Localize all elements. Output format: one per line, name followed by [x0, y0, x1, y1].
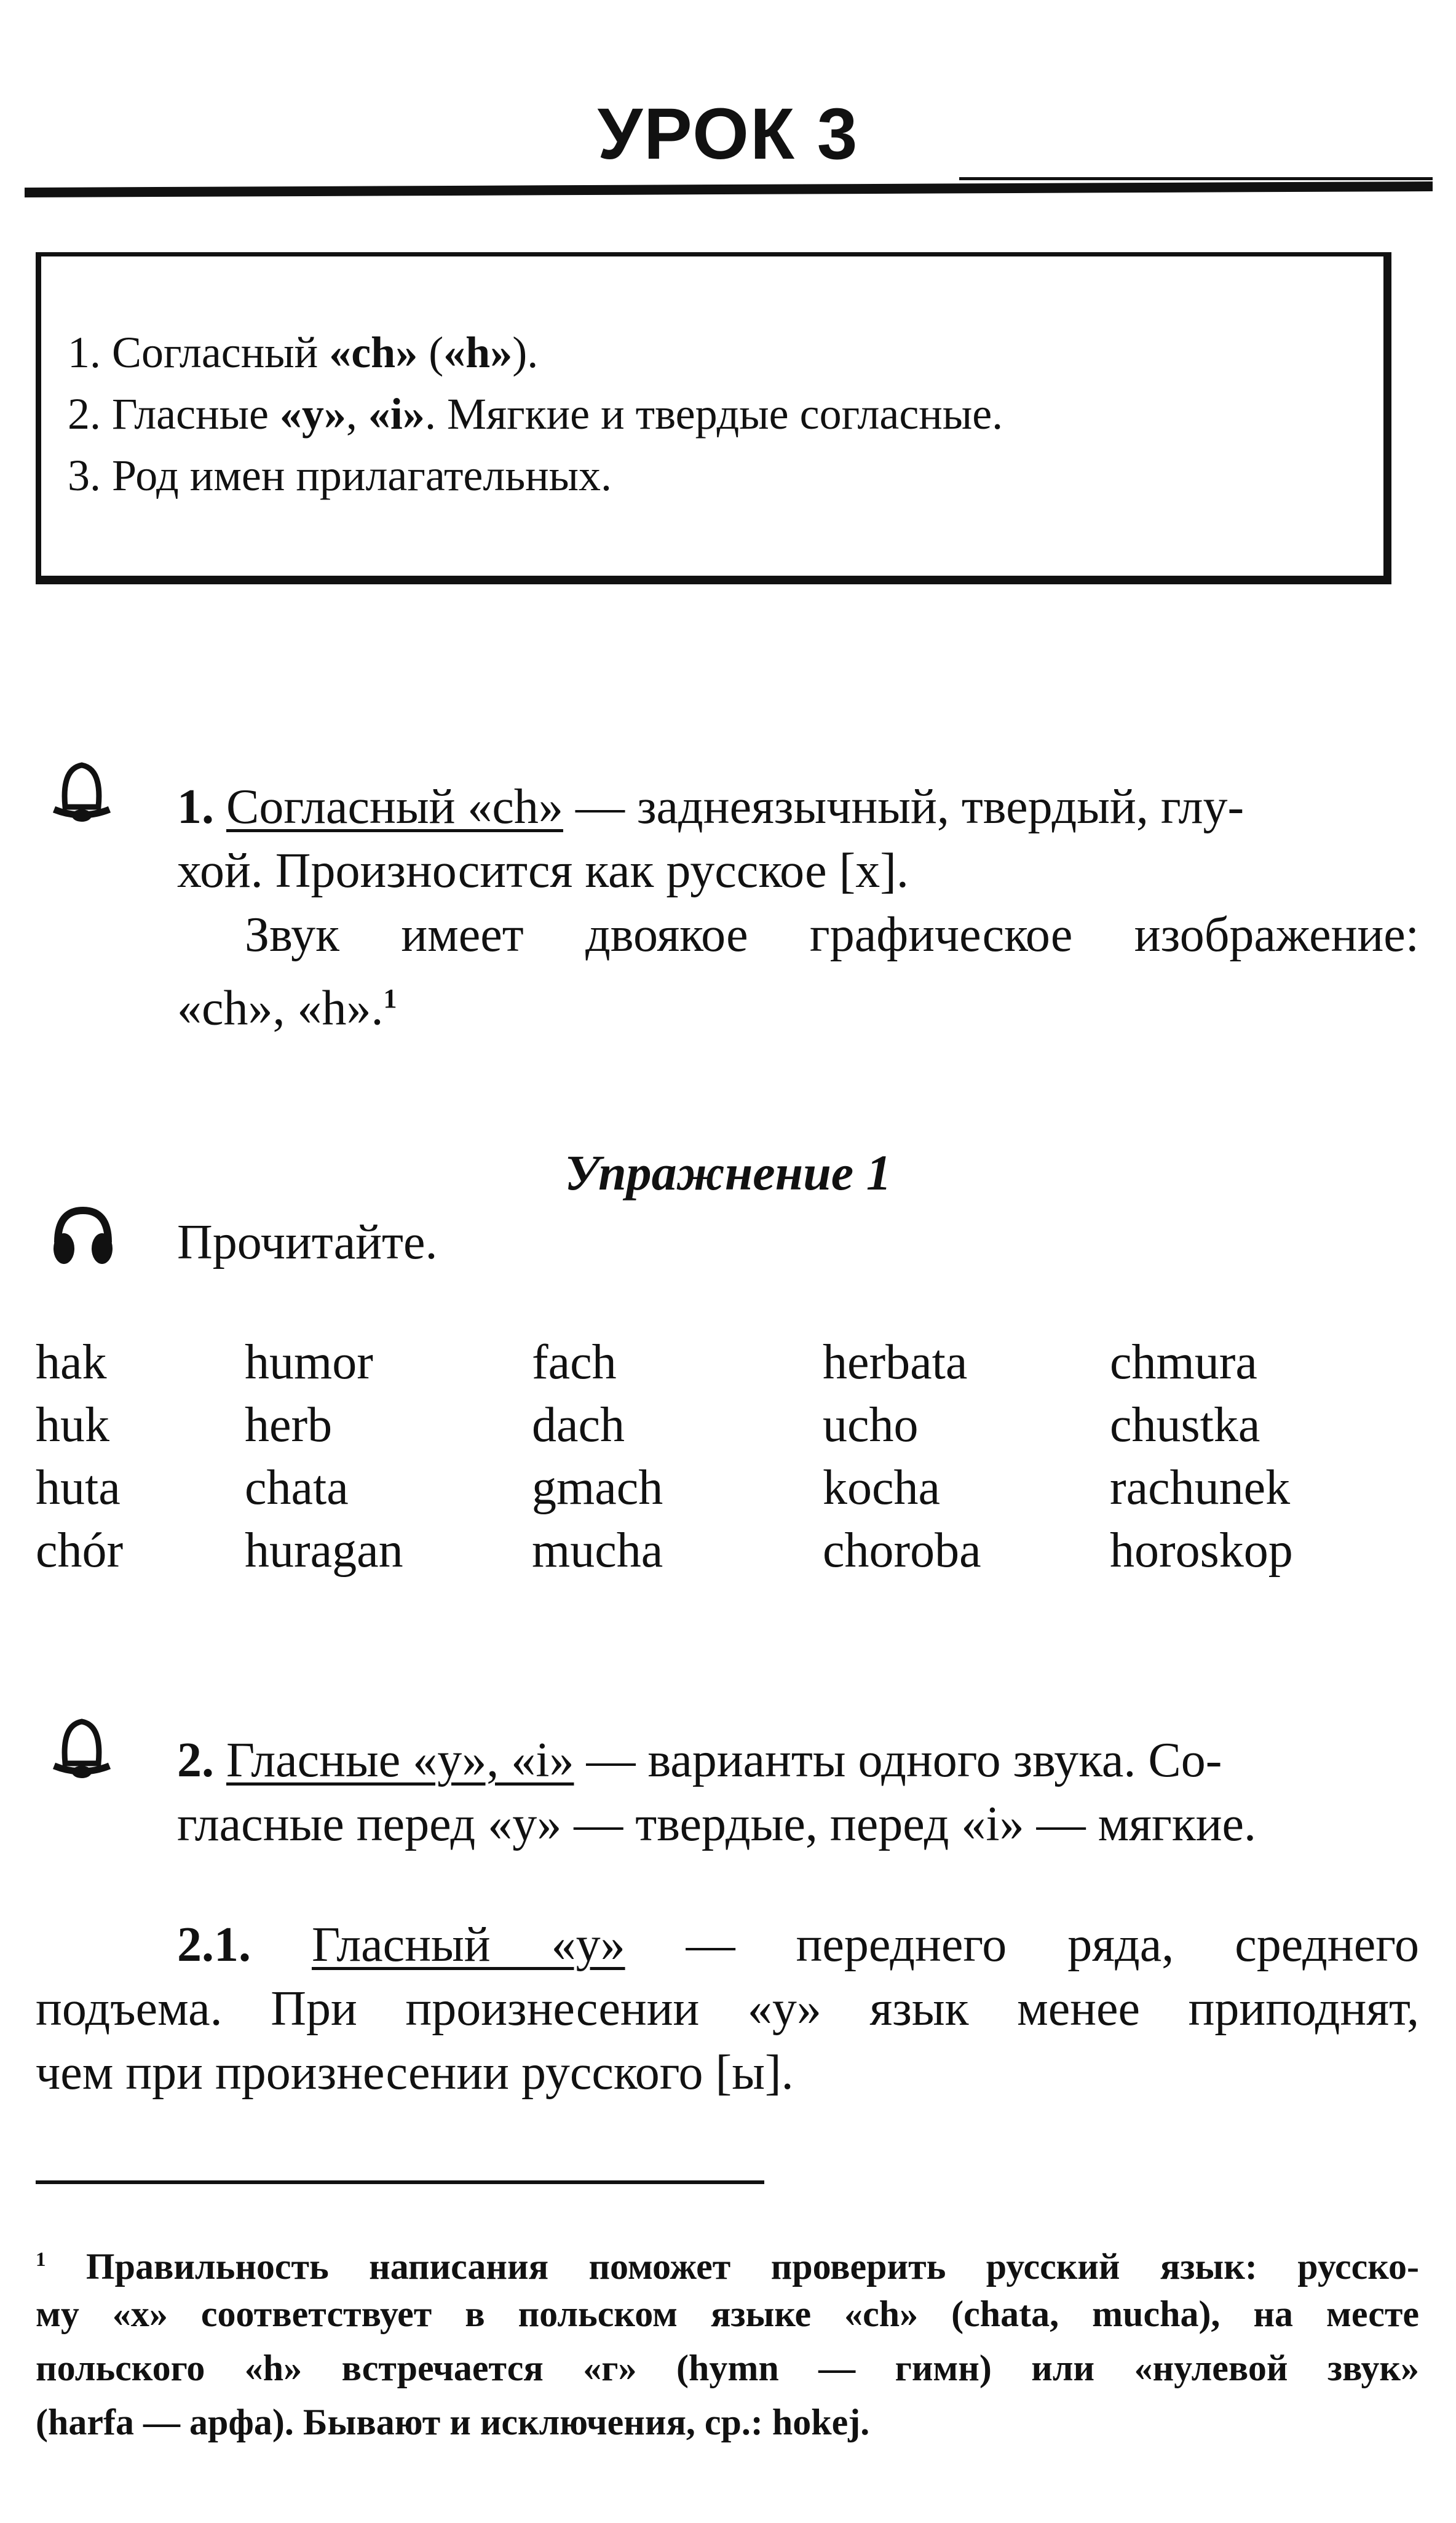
- footnote-reference[interactable]: 1: [383, 983, 397, 1014]
- word: dach: [532, 1398, 625, 1452]
- title-rule-thick: [25, 181, 1433, 197]
- section-1-line-4: «ch», «h».$^1$: [177, 981, 397, 1036]
- word: herbata: [823, 1335, 968, 1389]
- section-2-1-line-3: чем при произнесении русского [ы].: [36, 2046, 794, 2100]
- word: fach: [532, 1335, 617, 1389]
- section-2-line-2: гласные перед «y» — твердые, перед «i» — мягкие.: [177, 1797, 1257, 1851]
- word: ucho: [823, 1398, 919, 1452]
- footnote-line-2: му «х» соответствует в польском языке «ch» (chata, mucha), на месте: [36, 2294, 1419, 2334]
- word: kocha: [823, 1461, 941, 1515]
- section-2-line-1: 2. Гласные «y», «i» — варианты одного звука. Со-: [177, 1733, 1222, 1787]
- word: humor: [245, 1335, 373, 1389]
- exercise-title: Упражнение 1: [564, 1145, 892, 1201]
- word: huragan: [245, 1524, 403, 1578]
- word: chmura: [1110, 1335, 1257, 1389]
- footnote-line-4: (harfa — арфа). Бывают и исключения, ср.: hokej.: [36, 2402, 870, 2442]
- word: huta: [36, 1461, 121, 1515]
- word: choroba: [823, 1524, 981, 1578]
- word: herb: [245, 1398, 333, 1452]
- lesson-title: УРОК 3: [597, 93, 859, 175]
- title-rule-thin: [959, 177, 1433, 180]
- headphones-icon[interactable]: [49, 1204, 117, 1272]
- section-1-line-2: хой. Произносится как русское [х].: [177, 844, 909, 898]
- word: chór: [36, 1524, 124, 1578]
- word: huk: [36, 1398, 109, 1452]
- section-1-line-1: 1. Согласный «ch» — заднеязычный, твердый, глу-: [177, 780, 1244, 834]
- section-1-line-3: Звук имеет двоякое графическое изображение:: [245, 908, 1419, 962]
- bell-icon: [48, 1713, 116, 1787]
- word: mucha: [532, 1524, 663, 1578]
- footnote-line-3: польского «h» встречается «г» (hymn — гимн) или «нулевой звук»: [36, 2348, 1419, 2388]
- word: hak: [36, 1335, 107, 1389]
- topic-item-2: 2. Гласные «y», «i». Мягкие и твердые согласные.: [68, 389, 1003, 439]
- word: chata: [245, 1461, 349, 1515]
- word: gmach: [532, 1461, 663, 1515]
- footnote-divider: [36, 2180, 764, 2184]
- section-2-1-line-1: 2.1. Гласный «y» — переднего ряда, среднего: [177, 1918, 1420, 1972]
- exercise-instruction: Прочитайте.: [177, 1215, 438, 1269]
- bell-icon: [48, 757, 116, 830]
- topic-item-3: 3. Род имен прилагательных.: [68, 451, 612, 500]
- topic-item-1: 1. Согласный «ch» («h»).: [68, 328, 539, 377]
- word: rachunek: [1110, 1461, 1291, 1515]
- word: chustka: [1110, 1398, 1260, 1452]
- word: horoskop: [1110, 1524, 1293, 1578]
- section-2-1-line-2: подъема. При произнесении «y» язык менее приподнят,: [36, 1982, 1419, 2036]
- footnote-line-1: $^1$ Правильность написания поможет проверить русский язык: русско-: [36, 2246, 1419, 2287]
